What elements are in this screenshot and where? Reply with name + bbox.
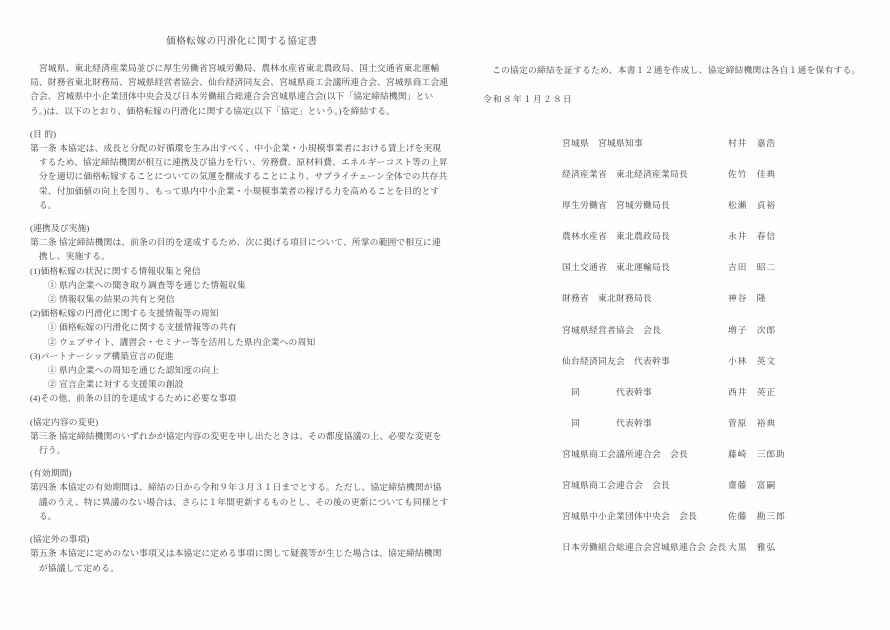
- agreement-page: [30, 36, 454, 575]
- signature-row: [483, 509, 863, 540]
- signatory-organization: 宮城県中小企業団体中央会 会長: [562, 511, 697, 522]
- signature-row: [483, 354, 863, 385]
- document-line: 合会、宮城県中小企業団体中央会及び日本労働組合総連合会宮城県連合会(以下「協定締結機関」とい: [30, 91, 434, 102]
- signatory-name: 西井 英正: [728, 386, 776, 397]
- signature-page: [483, 63, 863, 571]
- section-gap: [30, 118, 454, 127]
- document-line: (目 的): [30, 128, 57, 139]
- signatory-name: 大黒 雅弘: [728, 542, 776, 553]
- document-line: ① 価格転嫁の円滑化に関する支援情報等の共有: [30, 322, 237, 333]
- signatory-organization: 宮城県商工会連合会 会長: [562, 480, 670, 491]
- section-gap: [30, 457, 454, 466]
- document-line: 宮城県、東北経済産業局並びに厚生労働省宮城労働局、農林水産省東北農政局、国土交通省東北運輸: [30, 63, 440, 73]
- agreement-body: [30, 61, 454, 575]
- document-title: 価格転嫁の円滑化に関する協定書: [166, 37, 318, 47]
- document-line: 第三条 協定締結機関のいずれかが協定内容の変更を申し出たときは、その都度協議の上、必要な変更を: [30, 430, 442, 441]
- signatory-organization: 宮城県商工会議所連合会 会長: [562, 448, 688, 459]
- signature-row: [483, 198, 863, 229]
- signature-row: [483, 478, 863, 509]
- signatory-organization: 厚生労働省 宮城労働局長: [562, 200, 670, 211]
- signatory-name: 菅原 裕典: [728, 417, 776, 428]
- document-line: 栄、付加価値の向上を図り、もって県内中小企業・小規模事業者の稼げる力を高めることを目的とす: [30, 185, 440, 196]
- document-line: ① 県内企業への聞き取り調査等を通じた情報収集: [30, 279, 246, 290]
- document-date: 令和８年１月２８日: [483, 94, 573, 104]
- document-line: 第四条 本協定の有効期間は、締結の日から令和９年３月３１日までとする。ただし、協定締結機関が協: [30, 482, 442, 493]
- signatory-name: 佐藤 勘三郎: [728, 511, 786, 522]
- signatory-organization: 財務省 東北財務局長: [562, 293, 652, 304]
- document-line: (4)その他、前条の目的を達成するために必要な事項: [30, 393, 237, 404]
- document-line: 行う。: [30, 445, 66, 456]
- signatory-name: 齋藤 富嗣: [728, 480, 776, 491]
- document-line: ② ウェブサイト、講習会・セミナー等を活用した県内企業への周知: [30, 336, 316, 347]
- signature-row: [483, 291, 863, 322]
- document-line: 局、財務省東北財務局、宮城県経営者協会、仙台経済同友会、宮城県商工会議所連合会、宮城県商工会連: [30, 77, 449, 88]
- signatory-organization: 同 代表幹事: [562, 417, 652, 428]
- signatory-organization: 日本労働組合総連合会宮城県連合会 会長: [562, 542, 727, 553]
- signatory-name: 藤崎 三郎助: [728, 448, 786, 459]
- signature-row: [483, 416, 863, 447]
- document-line: (協定内容の変更): [30, 416, 99, 427]
- signature-list: [483, 136, 863, 571]
- document-line: (協定外の事項): [30, 534, 90, 545]
- document-line: 第五条 本協定に定めのない事項又は本協定に定める事項に関して疑義等が生じた場合は、協定締結機関: [30, 548, 442, 559]
- document-line: 議のうえ、特に異議のない場合は、さらに１年間更新するものとし、その後の更新についても同様とす: [30, 496, 449, 507]
- signatory-organization: 宮城県経営者協会 会長: [562, 324, 661, 335]
- signatory-name: 村井 嘉浩: [728, 138, 776, 148]
- signature-row: [483, 385, 863, 416]
- signature-row: [483, 136, 863, 167]
- document-line: するため、協定締結機関が相互に連携及び協力を行い、労務費、原材料費、エネルギーコスト等の上昇: [30, 157, 448, 168]
- signatory-name: 増子 次郎: [728, 324, 776, 335]
- signature-row: [483, 323, 863, 354]
- signature-row: [483, 447, 863, 478]
- document-line: る。: [30, 510, 57, 521]
- signatory-name: 吉田 昭二: [728, 262, 776, 273]
- document-line: (3)パートナーシップ構築宣言の促進: [30, 350, 174, 361]
- document-line: (有効期間): [30, 468, 72, 479]
- signature-row: [483, 167, 863, 198]
- section-gap: [30, 406, 454, 415]
- signatory-name: 神谷 隆: [728, 293, 767, 304]
- document-line: ② 宣言企業に対する支援策の創設: [30, 379, 184, 390]
- closing-statement: この協定の締結を証するため、本書１２通を作成し、協定締結機関は各自１通を保有する。: [483, 65, 861, 75]
- signatory-organization: 同 代表幹事: [562, 386, 652, 397]
- document-line: る。: [30, 199, 57, 210]
- document-line: ① 県内企業への周知を通じた認知度の向上: [30, 365, 220, 376]
- signatory-organization: 経済産業省 東北経済産業局長: [562, 169, 688, 180]
- section-gap: [30, 523, 454, 532]
- signature-row: [483, 229, 863, 260]
- signatory-name: 松瀨 貞裕: [728, 200, 776, 211]
- signatory-name: 永井 春信: [728, 231, 776, 242]
- document-line: う。)は、以下のとおり、価格転嫁の円滑化に関する協定(以下「協定」という。)を締結する。: [30, 105, 396, 116]
- document-line: 第一条 本協定は、成長と分配の好循環を生み出すべく、中小企業・小規模事業者における賃上げを実現: [30, 143, 442, 154]
- signatory-organization: 宮城県 宮城県知事: [562, 138, 643, 148]
- section-gap: [30, 212, 454, 221]
- signatory-name: 佐竹 佳典: [728, 169, 776, 180]
- signatory-name: 小林 英文: [728, 355, 776, 366]
- signature-row: [483, 540, 863, 571]
- document-line: 分を適切に価格転嫁することについての気運を醸成することにより、サプライチェーン全体での共存共: [30, 171, 448, 182]
- document-line: (2)価格転嫁の円滑化に関する支援情報等の周知: [30, 308, 219, 319]
- document-line: 携し、実施する。: [30, 251, 111, 262]
- document-line: (連携及び実施): [30, 223, 90, 234]
- document-line: 第二条 協定締結機関は、前条の目的を達成するため、次に掲げる項目について、所掌の範囲で相互に連: [30, 237, 441, 248]
- signatory-organization: 農林水産省 東北農政局長: [562, 231, 670, 242]
- document-line: が協議して定める。: [30, 562, 119, 573]
- document-line: (1)価格転嫁の状況に関する情報収集と発信: [30, 265, 201, 276]
- document-line: ② 情報収集の結果の共有と発信: [30, 294, 175, 305]
- signatory-organization: 仙台経済同友会 代表幹事: [562, 355, 670, 366]
- signature-row: [483, 260, 863, 291]
- signatory-organization: 国土交通省 東北運輸局長: [562, 262, 670, 273]
